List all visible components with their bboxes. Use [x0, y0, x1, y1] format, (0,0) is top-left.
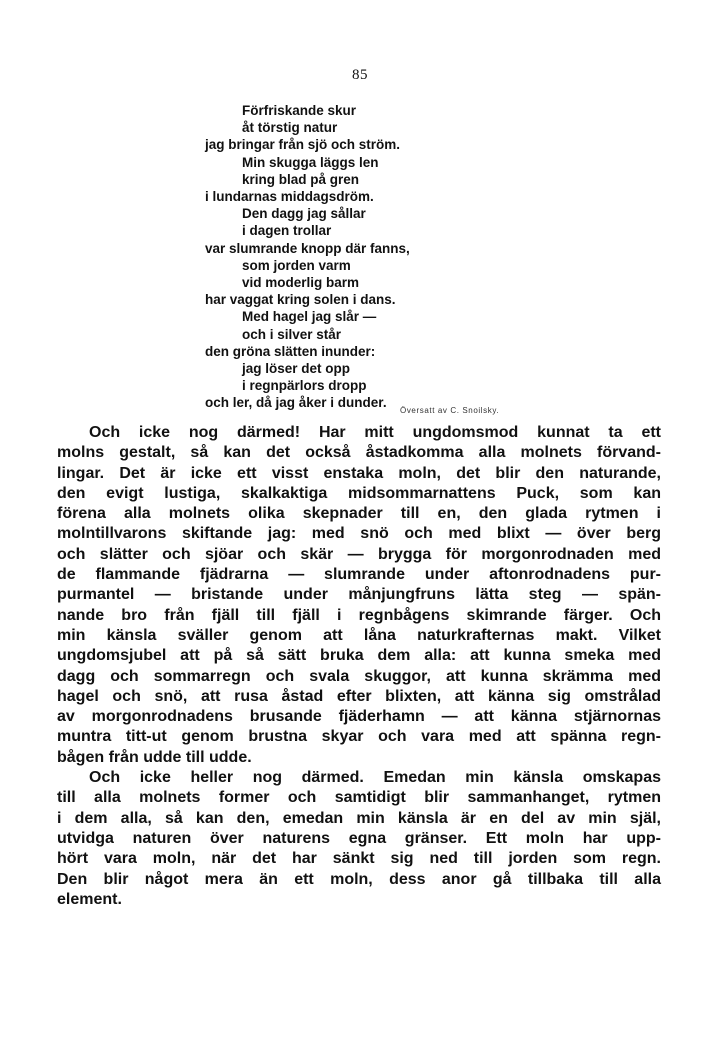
paragraph-line: till alla molnets former och samtidigt blir sammanhanget, rytmen: [57, 789, 661, 807]
paragraph-line: molntillvarons skiftande jag: med snö och med blixt — över berg: [57, 525, 661, 543]
paragraph-line: hört vara moln, när det har sänkt sig ned till jorden som regn.: [57, 850, 661, 868]
paragraph-line: och slätter och sjöar och skär — brygga för morgonrodnaden med: [57, 545, 661, 563]
poem-line: Min skugga läggs len: [242, 154, 379, 170]
poem-line: Med hagel jag slår —: [242, 309, 377, 325]
paragraph-line: av morgonrodnadens brusande fjäderhamn — att känna stjärnornas: [57, 708, 661, 726]
paragraph-line: min känsla sväller genom att låna naturkrafternas makt. Vilket: [57, 626, 661, 644]
poem-line: i regnpärlors dropp: [242, 378, 367, 394]
poem: [205, 102, 505, 412]
page-number: 85: [352, 67, 368, 83]
paragraph-line: lingar. Det är icke ett visst enstaka moln, det blir den naturande,: [57, 464, 661, 482]
paragraph-line: molns gestalt, så kan det också åstadkomma alla molnets förvand-: [57, 444, 661, 462]
paragraph-line: hagel och snö, att rusa åstad efter blixten, att känna sig omstrålad: [57, 687, 661, 705]
poem-line: i dagen trollar: [242, 223, 332, 239]
paragraph-line: den evigt lustiga, skalkaktiga midsommarnattens Puck, som kan: [57, 484, 661, 502]
poem-line: i lundarnas middagsdröm.: [205, 189, 374, 205]
paragraph-line: bågen från udde till udde.: [57, 748, 252, 766]
poem-line: och i silver står: [242, 326, 342, 342]
paragraph-line: Och icke heller nog därmed. Emedan min känsla omskapas: [89, 769, 661, 787]
paragraph-line: muntra titt-ut genom brustna skyar och vara med att spänna regn-: [57, 728, 661, 746]
paragraph-line: dagg och sommarregn och svala skuggor, att kunna skrämma med: [57, 667, 661, 685]
poem-line: jag bringar från sjö och ström.: [205, 137, 401, 153]
poem-line: Den dagg jag sållar: [242, 206, 366, 222]
paragraph-line: Den blir något mera än ett moln, dess anor gå tillbaka till alla: [57, 870, 661, 888]
paragraph-line: element.: [57, 890, 122, 908]
paragraph-line: i dem alla, så kan den, emedan min känsla är en del av min själ,: [57, 809, 661, 827]
paragraph-line: de flammande fjädrarna — slumrande under aftonrodnadens pur-: [57, 566, 661, 584]
paragraph-line: förena alla molnets olika skepnader till en, den glada rytmen i: [57, 505, 661, 523]
poem-line: var slumrande knopp där fanns,: [205, 240, 410, 256]
poem-line: åt törstig natur: [242, 120, 338, 136]
poem-line: jag löser det opp: [242, 361, 351, 377]
poem-line: den gröna slätten inunder:: [205, 343, 376, 359]
poem-line: vid moderlig barm: [242, 275, 360, 291]
poem-line: har vaggat kring solen i dans.: [205, 292, 396, 308]
poem-attribution: Översatt av C. Snoilsky.: [400, 406, 500, 415]
paragraph-line: nande bro från fjäll till fjäll i regnbågens skimrande färger. Och: [57, 606, 661, 624]
poem-line: och ler, då jag åker i dunder.: [205, 395, 387, 411]
paragraph-line: utvidga naturen över naturens egna gränser. Ett moln har upp-: [57, 829, 661, 847]
poem-line: som jorden varm: [242, 257, 351, 273]
paragraph-line: Och icke nog därmed! Har mitt ungdomsmod kunnat ta ett: [89, 424, 661, 441]
paragraph-line: purmantel — bristande under månjungfruns lätta steg — spän-: [57, 586, 661, 604]
poem-line: kring blad på gren: [242, 171, 360, 187]
prose-body: [57, 423, 661, 910]
paragraph: [57, 423, 661, 768]
paragraph: [57, 768, 661, 910]
poem-line: Förfriskande skur: [242, 103, 357, 118]
paragraph-line: ungdomsjubel att på så sätt bruka dem alla: att kunna smeka med: [57, 647, 661, 665]
